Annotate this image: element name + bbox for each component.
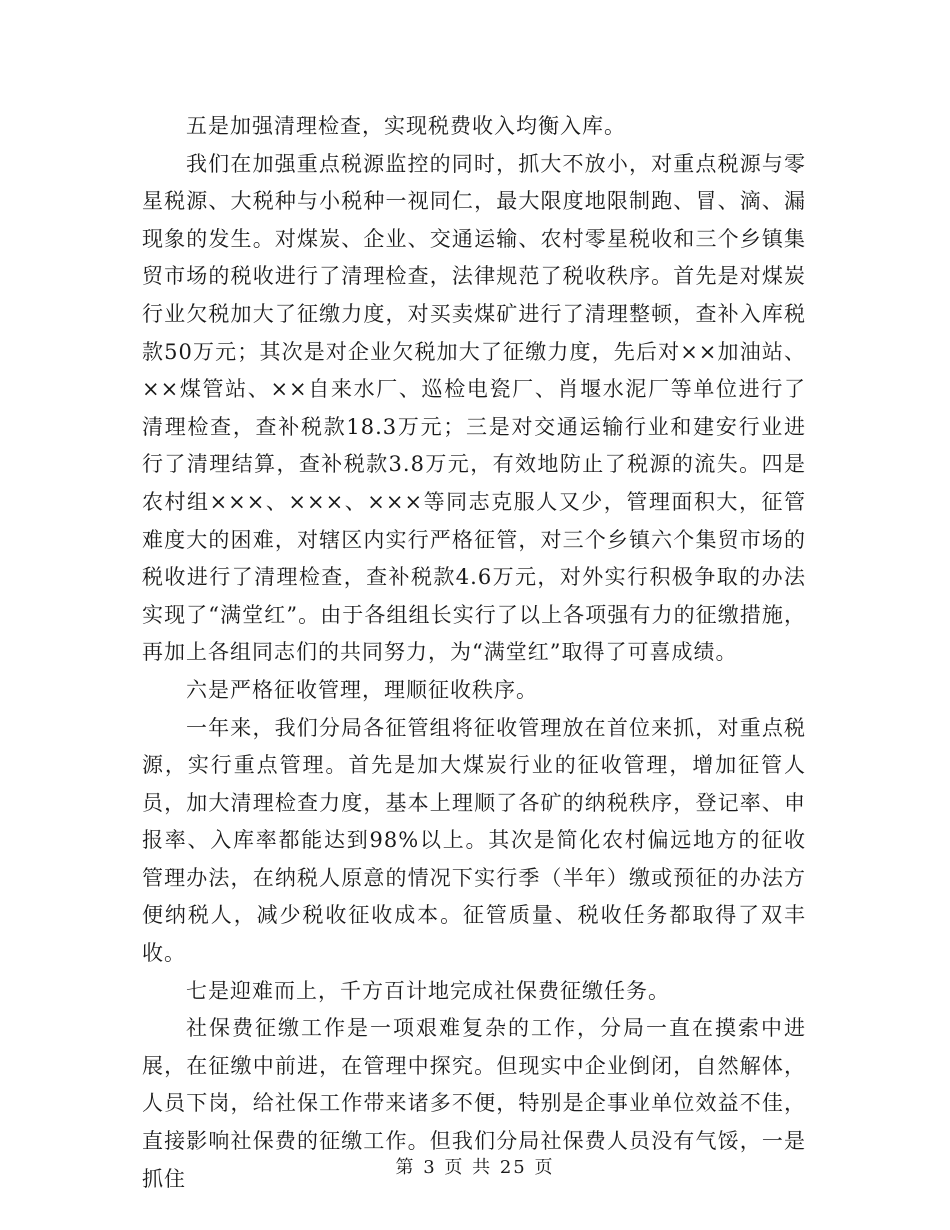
section-heading-7: 七是迎难而上，千方百计地完成社保费征缴任务。 (186, 978, 670, 1003)
section-heading-5: 五是加强清理检查，实现税费收入均衡入库。 (186, 114, 626, 138)
section-heading-6: 六是严格征收管理，理顺征收秩序。 (186, 677, 538, 702)
paragraph-social-security: 社保费征缴工作是一项艰难复杂的工作，分局一直在摸索中进展，在征缴中前进，在管理中探究。但现实中企业倒闭，自然解体，人员下岗，给社保工作带来诸多不便，特别是企事业单位效益不佳，直接影响社保费的征缴工作。但我们分局社保费人员没有气馁，一是抓住 (142, 1016, 806, 1191)
document-body (142, 108, 806, 1198)
page-footer: 第 3 页 共 25 页 (395, 1157, 555, 1178)
paragraph-collection-management: 一年来，我们分局各征管组将征收管理放在首位来抓，对重点税源，实行重点管理。首先是加大煤炭行业的征收管理，增加征管人员，加大清理检查力度，基本上理顺了各矿的纳税秩序，登记率、申报率、入库率都能达到98%以上。其次是简化农村偏远地方的征收管理办法，在纳税人原意的情况下实行季（半年）缴或预征的办法方便纳税人，减少税收征收成本。征管质量、税收任务都取得了双丰收。 (142, 715, 806, 966)
paragraph-tax-cleanup: 我们在加强重点税源监控的同时，抓大不放小，对重点税源与零星税源、大税种与小税种一视同仁，最大限度地限制跑、冒、滴、漏现象的发生。对煤炭、企业、交通运输、农村零星税收和三个乡镇集贸市场的税收进行了清理检查，法律规范了税收秩序。首先是对煤炭行业欠税加大了征缴力度，对买卖煤矿进行了清理整顿，查补入库税款50万元；其次是对企业欠税加大了征缴力度，先后对××加油站、××煤管站、××自来水厂、巡检电瓷厂、肖堰水泥厂等单位进行了清理检查，查补税款18.3万元；三是对交通运输行业和建安行业进行了清理结算，查补税款3.8万元，有效地防止了税源的流失。四是农村组×××、×××、×××等同志克服人又少，管理面积大，征管难度大的困难，对辖区内实行严格征管，对三个乡镇六个集贸市场的税收进行了清理检查，查补税款4.6万元，对外实行积极争取的办法实现了“满堂红”。由于各组组长实行了以上各项强有力的征缴措施，再加上各组同志们的共同努力，为“满堂红”取得了可喜成绩。 (142, 151, 806, 665)
